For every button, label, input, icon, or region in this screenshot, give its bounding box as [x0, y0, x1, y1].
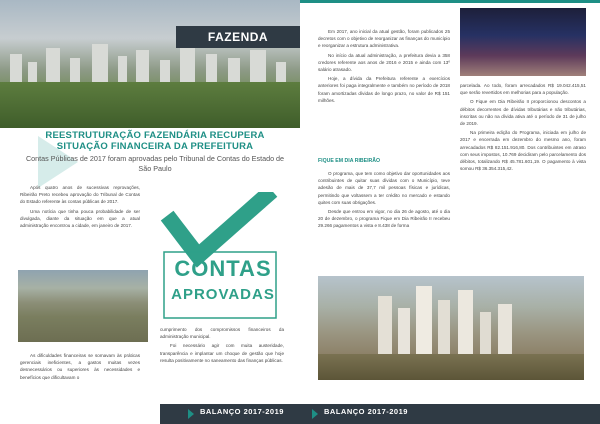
paragraph: parcelada. Ao todo, foram arrecadados R$ 19.042.415,51 que serão revertidos em melhorias para a população.	[460, 83, 586, 96]
page-top-rule	[300, 0, 600, 3]
paragraph: Em 2017, ano inicial da atual gestão, foram publicados 25 decretos com o objetivo de reorganizar as finanças do município e reorganizar a estrutura administrativa.	[318, 29, 450, 49]
paragraph: Hoje, a dívida da Prefeitura referente a exercícios anteriores foi paga integralmente e também no período de 2018 foram amortizadas dívidas de longo prazo, no valor de R$ 151 milhões.	[318, 76, 450, 103]
paragraph: As dificuldades financeiras se somavam às práticas gerenciais ineficientes, a gastos muitas vezes desnecessários ou superiores às necessidades e benefícios que dificultavam o	[20, 353, 140, 380]
city-skyline-photo-2	[318, 276, 584, 380]
city-aerial-photo	[18, 270, 148, 342]
paragraph: Na primeira edição do Programa, iniciada em julho de 2017 e encerrada em dezembro do mesmo ano, foram arrecadados R$ 82.151.916,80. Dos contribuintes em atraso com seus impostos, 10.769 decidiram pelo parcelamento dos débitos, totalizando R$ 45.781.601,19. O pagamento à vista somou R$ 36.354.315,42.	[460, 130, 586, 172]
stamp-line-1: CONTAS	[174, 256, 272, 281]
paragraph: O Fique em Dia Ribeirão II proporcionou descontos a débitos decorrentes de dívidas tributárias e não tributárias, inscritas ou não na dívida ativa até o período de 31 de julho de 2019.	[460, 99, 586, 127]
paragraph: Após quatro anos de sucessivas reprovações, Ribeirão Preto recebeu aprovação do Tribunal de Contas do Estado referente às contas públicas de 2017.	[20, 185, 140, 205]
column-2-text	[160, 326, 284, 366]
column-1-text	[20, 184, 140, 231]
fique-em-dia-heading: FIQUE EM DIA RIBEIRÃO	[318, 158, 381, 164]
paragraph: No início da atual administração, a prefeitura devia a 358 credores referente aos anos de 2016 e 2015 e ainda com 13º salário atrasado.	[318, 52, 450, 73]
contas-aprovadas-stamp	[158, 192, 280, 324]
column-4-text	[460, 82, 586, 174]
headline	[20, 130, 290, 152]
stamp-line-2: APROVADAS	[171, 286, 275, 303]
section-label: FAZENDA	[176, 26, 300, 48]
paragraph: Foi necessário agir com muita austeridade, transparência e implantar um choque de gestão que hoje resulta positivamente no saneamento das finanças públicas.	[160, 343, 284, 363]
subheadline: Contas Públicas de 2017 foram aprovadas pelo Tribunal de Contas do Estado de São Paulo	[25, 154, 285, 173]
column-1-bottom-text	[20, 352, 140, 383]
footer-arrow-icon	[312, 409, 318, 419]
paragraph: Desde que entrou em vigor, no dia 26 de agosto, até o dia 20 de dezembro, o programa Fique em Dia Ribeirão II recebeu 29.266 pagamentos a vista e 8.438 de forma	[318, 209, 450, 229]
column-3-text	[318, 28, 450, 106]
headline-line-2: SITUAÇÃO FINANCEIRA DA PREFEITURA	[56, 141, 254, 152]
column-3b-text	[318, 170, 450, 232]
paragraph: O programa, que tem como objetivo dar oportunidades aos contribuintes de quitar suas dívidas com o Município, teve adesão de mais de 37,7 mil pessoas físicas e jurídicas, permitindo que voltassem a ter crédito no mercado e estando quites com suas obrigações.	[318, 171, 450, 205]
paragraph: Uma notícia que tinha pouca probabilidade de ser divulgada, diante da situação em que a atual administração encontrou a cidade, em janeiro de 2017.	[20, 208, 140, 229]
footer-arrow-icon	[188, 409, 194, 419]
headline-line-1: REESTRUTURAÇÃO FAZENDÁRIA RECUPERA	[45, 130, 265, 141]
city-skyline-photo	[0, 0, 300, 128]
paragraph: cumprimento dos compromissos financeiros da administração municipal.	[160, 327, 284, 340]
crowd-photo	[460, 8, 586, 76]
footer-label-right: BALANÇO 2017-2019	[324, 407, 408, 416]
footer-label-left: BALANÇO 2017-2019	[200, 407, 284, 416]
